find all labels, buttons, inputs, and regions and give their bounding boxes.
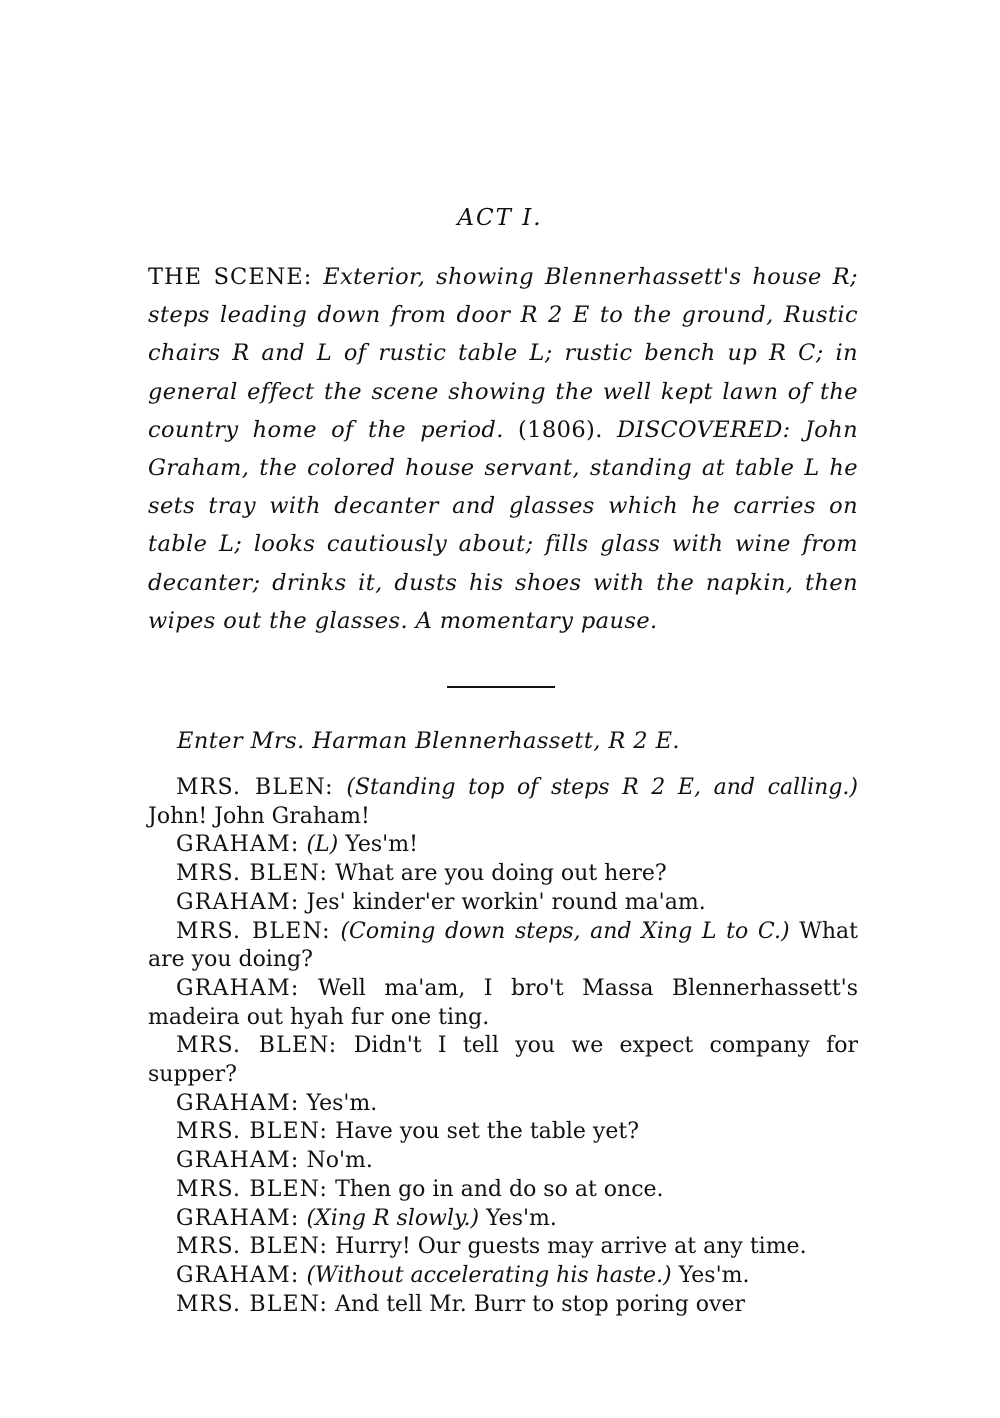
speaker: GRAHAM: bbox=[176, 1148, 300, 1174]
line-text: What are you doing? bbox=[148, 918, 858, 973]
act-title: ACT I. bbox=[457, 205, 543, 231]
stage-direction: (Standing top of steps R 2 E, and calling.) bbox=[346, 775, 858, 800]
line-text: Yes'm. bbox=[306, 1090, 378, 1116]
speaker: GRAHAM: bbox=[176, 1090, 300, 1116]
speaker: MRS. BLEN: bbox=[176, 861, 329, 887]
line-text: Jes' kinder'er workin' round ma'am. bbox=[306, 889, 706, 915]
dialogue-line bbox=[148, 889, 858, 918]
dialogue-line bbox=[148, 860, 858, 889]
scene-lead: THE SCENE: bbox=[148, 264, 313, 290]
speaker: GRAHAM: bbox=[176, 889, 300, 915]
line-text: Yes'm. bbox=[486, 1205, 557, 1231]
dialogue-line bbox=[148, 1262, 858, 1291]
line-text: No'm. bbox=[306, 1148, 373, 1174]
dialogue bbox=[148, 774, 858, 1319]
line-text: And tell Mr. Burr to stop poring over bbox=[335, 1291, 745, 1317]
line-text: Yes'm. bbox=[678, 1262, 750, 1288]
scene-text-1: Exterior, showing Blennerhassett's house R; steps leading down from door R 2 E to the ground, Rustic chairs R and L of rustic table L; rustic bench up R C; in general effect the scene showing the well kept lawn of the country home of the period. bbox=[148, 264, 858, 443]
scene-year: (1806). bbox=[518, 416, 603, 443]
dialogue-line bbox=[148, 918, 858, 975]
speaker: GRAHAM: bbox=[176, 1205, 300, 1231]
line-text: John! John Graham! bbox=[148, 803, 370, 829]
speaker: MRS. BLEN: bbox=[176, 1176, 329, 1202]
dialogue-line bbox=[148, 1147, 858, 1176]
dialogue-line bbox=[148, 1090, 858, 1119]
speaker: MRS. BLEN: bbox=[176, 1291, 329, 1317]
line-text: Yes'm! bbox=[345, 832, 418, 858]
stage-direction: (Without accelerating his haste.) bbox=[306, 1262, 672, 1288]
line-text: Then go in and do so at once. bbox=[335, 1176, 664, 1202]
line-text: Hurry! Our guests may arrive at any time. bbox=[335, 1234, 807, 1260]
dialogue-line bbox=[148, 975, 858, 1032]
stage-direction: (Xing R slowly.) bbox=[306, 1205, 480, 1231]
line-text: What are you doing out here? bbox=[335, 861, 667, 887]
dialogue-line bbox=[148, 1233, 858, 1262]
speaker: GRAHAM: bbox=[176, 1262, 300, 1288]
dialogue-line bbox=[148, 1118, 858, 1147]
line-text: Have you set the table yet? bbox=[335, 1119, 639, 1145]
scene-text-2: DISCOVERED: John Graham, the colored house servant, standing at table L he sets tray with decanter and glasses which he carries on table L; looks cautiously about; fills glass with wine from decanter; drinks it, dusts his shoes with the napkin, then wipes out the glasses. A momentary pause. bbox=[148, 416, 858, 634]
line-text: Well ma'am, I bro't Massa Blennerhassett's madeira out hyah fur one ting. bbox=[148, 975, 858, 1030]
speaker: MRS. BLEN: bbox=[176, 775, 334, 800]
dialogue-line bbox=[148, 1032, 858, 1089]
speaker: MRS. BLEN: bbox=[176, 1234, 329, 1260]
dialogue-line bbox=[148, 1291, 858, 1320]
stage-direction: (L) bbox=[306, 832, 339, 858]
stage-entrance: Enter Mrs. Harman Blennerhassett, R 2 E. bbox=[177, 728, 680, 754]
speaker: MRS. BLEN: bbox=[176, 1119, 329, 1145]
speaker: MRS. BLEN: bbox=[176, 918, 331, 944]
line-text: Didn't I tell you we expect company for supper? bbox=[148, 1033, 859, 1088]
speaker: GRAHAM: bbox=[176, 975, 300, 1001]
speaker: MRS. BLEN: bbox=[176, 1033, 338, 1059]
section-divider bbox=[447, 686, 555, 688]
speaker: GRAHAM: bbox=[176, 832, 300, 858]
dialogue-line bbox=[148, 1176, 858, 1205]
dialogue-line bbox=[148, 774, 858, 831]
stage-direction: (Coming down steps, and Xing L to C.) bbox=[340, 918, 790, 944]
dialogue-line bbox=[148, 1205, 858, 1234]
dialogue-line bbox=[148, 831, 858, 860]
scene-description bbox=[148, 258, 858, 640]
